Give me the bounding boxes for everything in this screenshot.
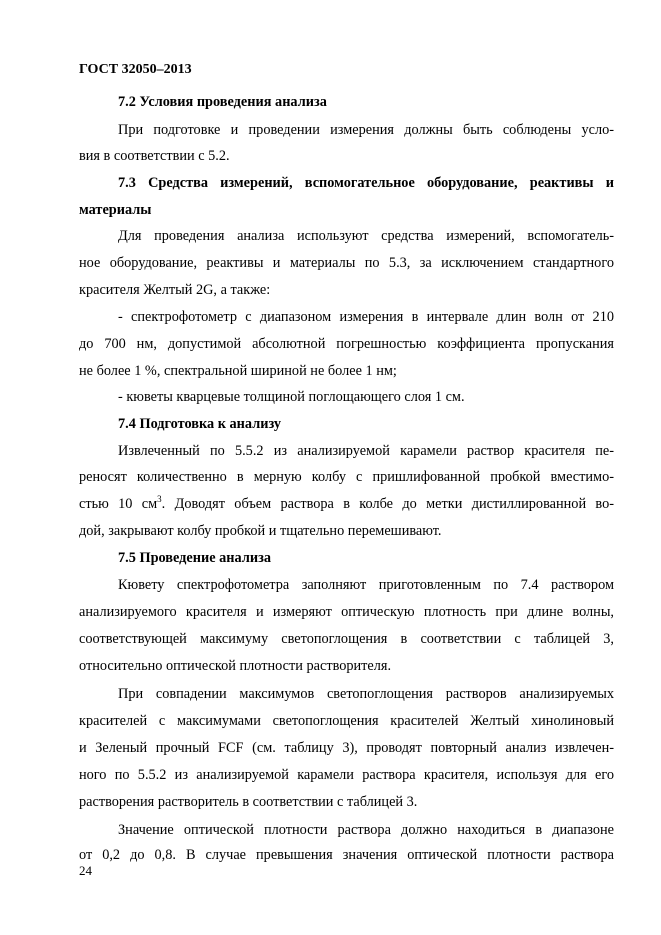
text-line: Кювету спектрофотометра заполняют приготовленным по 7.4 раствором — [118, 577, 614, 593]
text-line: соответствующей максимуму светопоглощения в соответствии с таблицей 3, — [79, 631, 614, 647]
text-line: Значение оптической плотности раствора должно находиться в диапазоне — [118, 822, 614, 838]
text-line: до 700 нм, допустимой абсолютной погрешностью коэффициента пропускания — [79, 336, 614, 352]
text-line — [79, 494, 614, 514]
section-heading: 7.5 Проведение анализа — [118, 550, 271, 566]
section-heading: 7.4 Подготовка к анализу — [118, 416, 282, 432]
text-line: красителя Желтый 2G, а также: — [79, 282, 271, 298]
text-line: - кюветы кварцевые толщиной поглощающего слоя 1 см. — [118, 389, 465, 405]
text-line: растворения растворитель в соответствии с таблицей 3. — [79, 794, 418, 810]
section-heading: 7.3 Средства измерений, вспомогательное оборудование, реактивы и — [118, 175, 614, 191]
text-line: При совпадении максимумов светопоглощения растворов анализируемых — [118, 686, 614, 702]
section-heading: 7.2 Условия проведения анализа — [118, 94, 327, 110]
text-fragment: . Доводят объем раствора в колбе до метки дистиллированной во- — [161, 496, 614, 512]
text-line: относительно оптической плотности растворителя. — [79, 658, 392, 674]
text-line: реносят количественно в мерную колбу с пришлифованной пробкой вместимо- — [79, 469, 614, 485]
superscript: 3 — [157, 494, 162, 504]
text-line: анализируемого красителя и измеряют оптическую плотность при длине волны, — [79, 604, 614, 620]
page-number: 24 — [79, 863, 92, 878]
text-line: и Зеленый прочный FCF (см. таблицу 3), проводят повторный анализ извлечен- — [79, 740, 614, 756]
page-header: ГОСТ 32050–2013 — [79, 62, 192, 77]
text-line: Извлеченный по 5.5.2 из анализируемой карамели раствор красителя пе- — [118, 443, 614, 459]
text-line: вия в соответствии с 5.2. — [79, 148, 230, 164]
section-heading: материалы — [79, 202, 152, 218]
text-line: красителей с максимумами светопоглощения красителей Желтый хинолиновый — [79, 713, 614, 729]
text-line: При подготовке и проведении измерения должны быть соблюдены усло- — [118, 122, 614, 138]
text-line: - спектрофотометр с диапазоном измерения в интервале длин волн от 210 — [118, 309, 614, 325]
text-line: дой, закрывают колбу пробкой и тщательно перемешивают. — [79, 523, 442, 539]
text-line: от 0,2 до 0,8. В случае превышения значения оптической плотности раствора — [79, 847, 614, 863]
text-line: Для проведения анализа используют средства измерений, вспомогатель- — [118, 228, 614, 244]
text-line: не более 1 %, спектральной шириной не более 1 нм; — [79, 363, 397, 379]
text-line: ного по 5.5.2 из анализируемой карамели раствора красителя, используя для его — [79, 767, 614, 783]
text-fragment: стью 10 см — [79, 496, 158, 512]
text-line: ное оборудование, реактивы и материалы по 5.3, за исключением стандартного — [79, 255, 614, 271]
